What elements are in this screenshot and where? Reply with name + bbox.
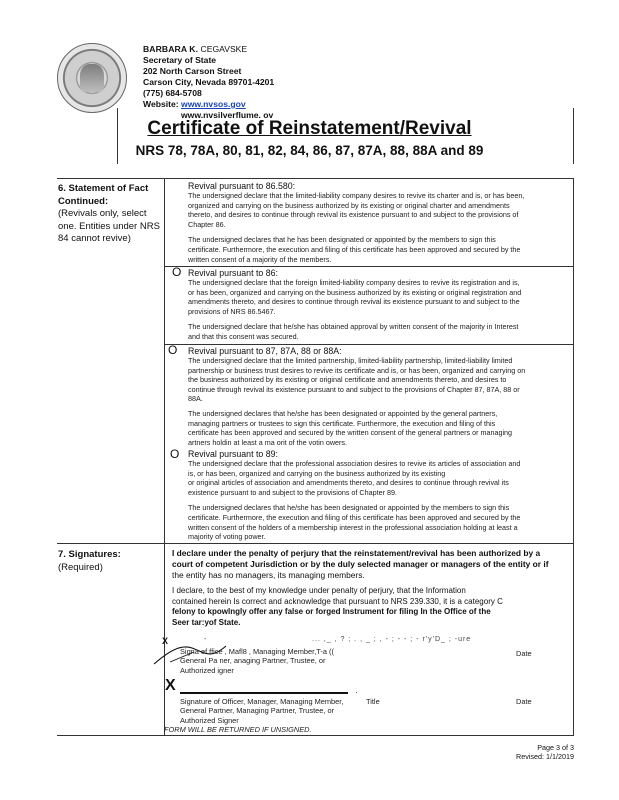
signature-2-date-label: Date: [516, 697, 532, 706]
revised-date: Revised: 1/1/2019: [516, 752, 574, 761]
official-title: Secretary of State: [143, 55, 217, 65]
option-divider-1: [164, 266, 574, 267]
revival-option-87-88: [188, 346, 570, 447]
declaration-perjury: I declare, to the best of my knowledge under penalty of perjury, that the Information contained herein Is correct and acknowledge that pursuant to NRS 239.330, it is a category C felony to kpowlngly offer any false or forged Instrument for filing In the Office of the Seer tar:yof State.: [172, 586, 503, 627]
option-paragraph-2: The undersigned declares that he/she has been designated or appointed by the members to sign this certificate. Furthermore, the execution and filing of this certificate has been approved and secured by the written consent of the holders of a membership interest in the professional association holding at least a majority of voting power.: [188, 503, 521, 542]
table-top-border: [57, 178, 574, 179]
section-6-label: [58, 183, 161, 246]
declaration-authorization: I declare under the penalty of perjury that the reinstatement/revival has been authorized by a court of competent Jurisdiction or by the duly selected manager or managers of the entity or if the entity has no managers, its managing members.: [172, 548, 549, 580]
option-radio-86[interactable]: O: [172, 265, 182, 279]
page-footer: [470, 743, 574, 761]
table-bottom-border: [57, 735, 574, 736]
option-paragraph-2: The undersigned declares that he/she has been designated or appointed by the general partners, managing partners or trustees to sign this certificate. Furthermore, the execution and filing of this certificate has been approved and secured by the written consent of the general partners or managing artners holdin at least a ma orit of the votin owers.: [188, 408, 513, 447]
option-heading: Revival pursuant to 86.580:: [188, 181, 296, 191]
page-subtitle: NRS 78, 78A, 80, 81, 82, 84, 86, 87, 87A, 88, 88A and 89: [135, 143, 484, 158]
table-right-border: [573, 178, 574, 543]
street-address: 202 North Carson Street: [143, 66, 242, 76]
option-radio-87-88[interactable]: O: [168, 343, 178, 357]
page-title: Certificate of Reinstatement/Revival: [147, 118, 472, 139]
option-paragraph-2: The undersigned declare that he/she has obtained approval by written consent of the majority in Interest and that this consent was secured.: [188, 322, 519, 341]
section-7-heading: 7. Signatures:: [58, 549, 121, 560]
unsigned-notice: FORM WILL BE RETURNED IF UNSIGNED.: [164, 725, 312, 734]
option-heading: Revival pursuant to 89:: [188, 449, 278, 459]
signature-2-title-label: Title: [366, 697, 380, 706]
phone: (775) 684-5708: [143, 88, 202, 98]
signature-1-caption: Signa ef ffice , Mafl8 , Managing Member,T-a (( General Pa ner, anaging Partner, Trustee, or Authorized igner: [180, 647, 334, 675]
section-6-heading: 6. Statement of Fact Continued:: [58, 183, 149, 207]
signature-2-caption: Signature of Officer, Manager, Managing Member, General Partner, Managing Partner, Trustee, or Authorized Signer: [180, 697, 344, 725]
option-heading: Revival pursuant to 86:: [188, 268, 278, 278]
revival-option-86580: [188, 181, 570, 264]
official-name-last: CEGAVSKE: [200, 44, 248, 54]
website-label: Website:: [143, 99, 179, 109]
label-column-divider: [164, 178, 165, 543]
option-radio-89[interactable]: O: [170, 447, 180, 461]
option-paragraph-1: The undersigned declare that the limited partnership, limited-liability partnership, limited-liability limited partnership or business trust desires to revive its certificate and is, or has been, organized and carrying on the business authorized by its existing or original certificate and amendments thereto, and desires to continue through revival its existence pursuant to and subject to the provisions of Chapter 87, 87A, 88 or 88A.: [188, 356, 526, 404]
table-right-border-2: [573, 543, 574, 735]
section-6-note: (Revivals only, select one. Entities under NRS 84 cannot revive): [58, 208, 160, 244]
revival-option-86: [188, 268, 570, 342]
option-divider-2: [164, 344, 574, 345]
signature-x-mark-2: X: [165, 677, 176, 694]
page-number: Page 3 of 3: [537, 743, 574, 752]
section-7-label: [58, 549, 161, 574]
website-link[interactable]: www.nvsos.gov: [181, 99, 246, 109]
option-heading: Revival pursuant to 87, 87A, 88 or 88A:: [188, 346, 342, 356]
signature-tick: ·: [355, 688, 358, 697]
signature-x-mark-1: X: [162, 636, 169, 646]
official-name-first: BARBARA K.: [143, 44, 199, 54]
option-paragraph-1: The undersigned declare that the foreign limited-liability company desires to revive its registration and is, or has been, organized and carrying on the business authorized by its existing or original registration and amendments thereto, and desires to continue through revival its existence pursuant to and subject to the provisions of NRS 86.5467.: [188, 278, 522, 316]
option-paragraph-2: The undersigned declares that he has been designated or appointed by the members to sign this certificate. Furthermore, the execution and filing of this certificate has been approved and secured by the written consent of a majority of the members.: [188, 235, 521, 264]
revival-option-89: [188, 449, 570, 542]
signature-dot: -: [204, 636, 208, 643]
signature-1-date-label: Date: [516, 649, 532, 658]
state-seal: [57, 43, 127, 113]
option-paragraph-1: The undersigned declare that the professional association desires to revive its articles of association and is, or has been, organized and carrying on the business authorized by its existing or original articles of association and amendments thereto, and desires to continue through revival its existence pursuant to and subject to the provisions of Chapter 89.: [188, 459, 521, 497]
section-7-note: (Required): [58, 561, 103, 573]
section-divider: [57, 543, 574, 544]
city-line: Carson City, Nevada 89701-4201: [143, 77, 275, 87]
signature-line[interactable]: [180, 692, 348, 694]
option-paragraph-1: The undersigned declare that the limited-liability company desires to revive its charter and is, or has been, organized and carrying on the business authorized by its existing or original charter and amendments thereto, and desires to continue through revival its existence pursuant to and subject to the provisions of Chapter 86.: [188, 191, 525, 229]
letterhead: [143, 44, 274, 121]
website-alt: www.nvsilverflume. ov: [181, 110, 274, 120]
signature-garbled-text: ... ,_ , ? ; . , _ ; , - ; - - ; - r'y'D_ ; -ure: [312, 636, 472, 643]
